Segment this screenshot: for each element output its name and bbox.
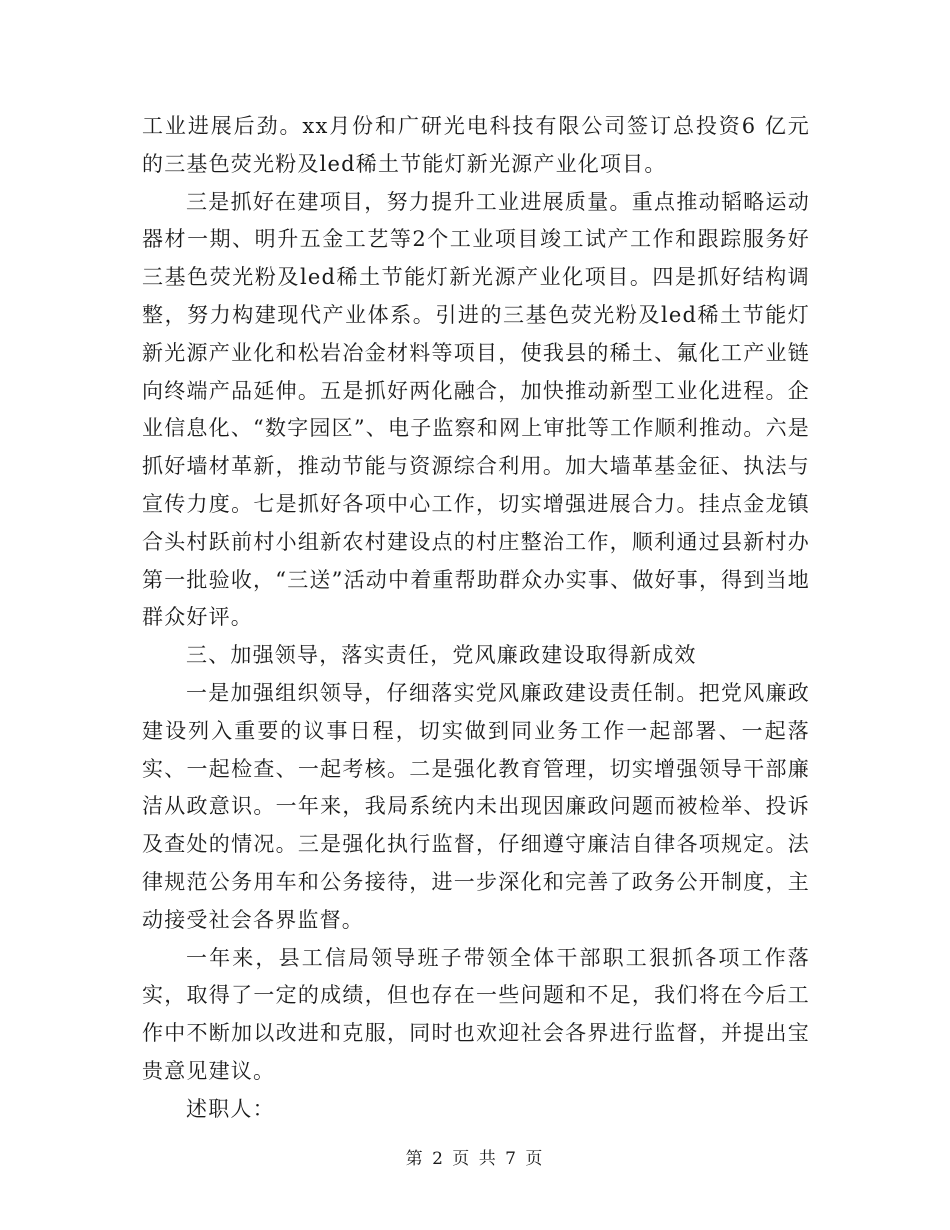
paragraph-4: 一年来，县工信局领导班子带领全体干部职工狠抓各项工作落实，取得了一定的成绩，但也存在一些问题和不足，我们将在今后工作中不断加以改进和克服，同时也欢迎社会各界进行监督，并提出宝贵意见建议。 bbox=[142, 945, 810, 1083]
paragraph-3: 一是加强组织领导，仔细落实党风廉政建设责任制。把党风廉政建设列入重要的议事日程，切实做到同业务工作一起部署、一起落实、一起检查、一起考核。二是强化教育管理，切实增强领导干部廉洁从政意识。一年来，我局系统内未出现因廉政问题而被检举、投诉及查处的情况。三是强化执行监督，仔细遵守廉洁自律各项规定。法律规范公务用车和公务接待，进一步深化和完善了政务公开制度，主动接受社会各界监督。 bbox=[142, 680, 810, 932]
paragraph-2: 三是抓好在建项目，努力提升工业进展质量。重点推动韬略运动器材一期、明升五金工艺等2个工业项目竣工试产工作和跟踪服务好三基色荧光粉及led稀土节能灯新光源产业化项目。四是抓好结构调整，努力构建现代产业体系。引进的三基色荧光粉及led稀土节能灯新光源产业化和松岩冶金材料等项目，使我县的稀土、氟化工产业链向终端产品延伸。五是抓好两化融合，加快推动新型工业化进程。企业信息化、“数字园区”、电子监察和网上审批等工作顺利推动。六是抓好墙材革新，推动节能与资源综合利用。加大墙革基金征、执法与宣传力度。七是抓好各项中心工作，切实增强进展合力。挂点金龙镇合头村跃前村小组新农村建设点的村庄整治工作，顺利通过县新村办第一批验收，“三送”活动中着重帮助群众办实事、做好事，得到当地群众好评。 bbox=[142, 189, 810, 630]
signature-line: 述职人： bbox=[186, 1096, 275, 1121]
page-number: 第 2 页 共 7 页 bbox=[405, 1149, 545, 1169]
document-body bbox=[142, 108, 810, 1129]
paragraph-1: 工业进展后劲。xx月份和广研光电科技有限公司签订总投资6 亿元的三基色荧光粉及led稀土节能灯新光源产业化项目。 bbox=[142, 114, 810, 176]
section-heading: 三、加强领导，落实责任，党风廉政建设取得新成效 bbox=[186, 643, 697, 668]
page-footer bbox=[0, 1144, 950, 1169]
